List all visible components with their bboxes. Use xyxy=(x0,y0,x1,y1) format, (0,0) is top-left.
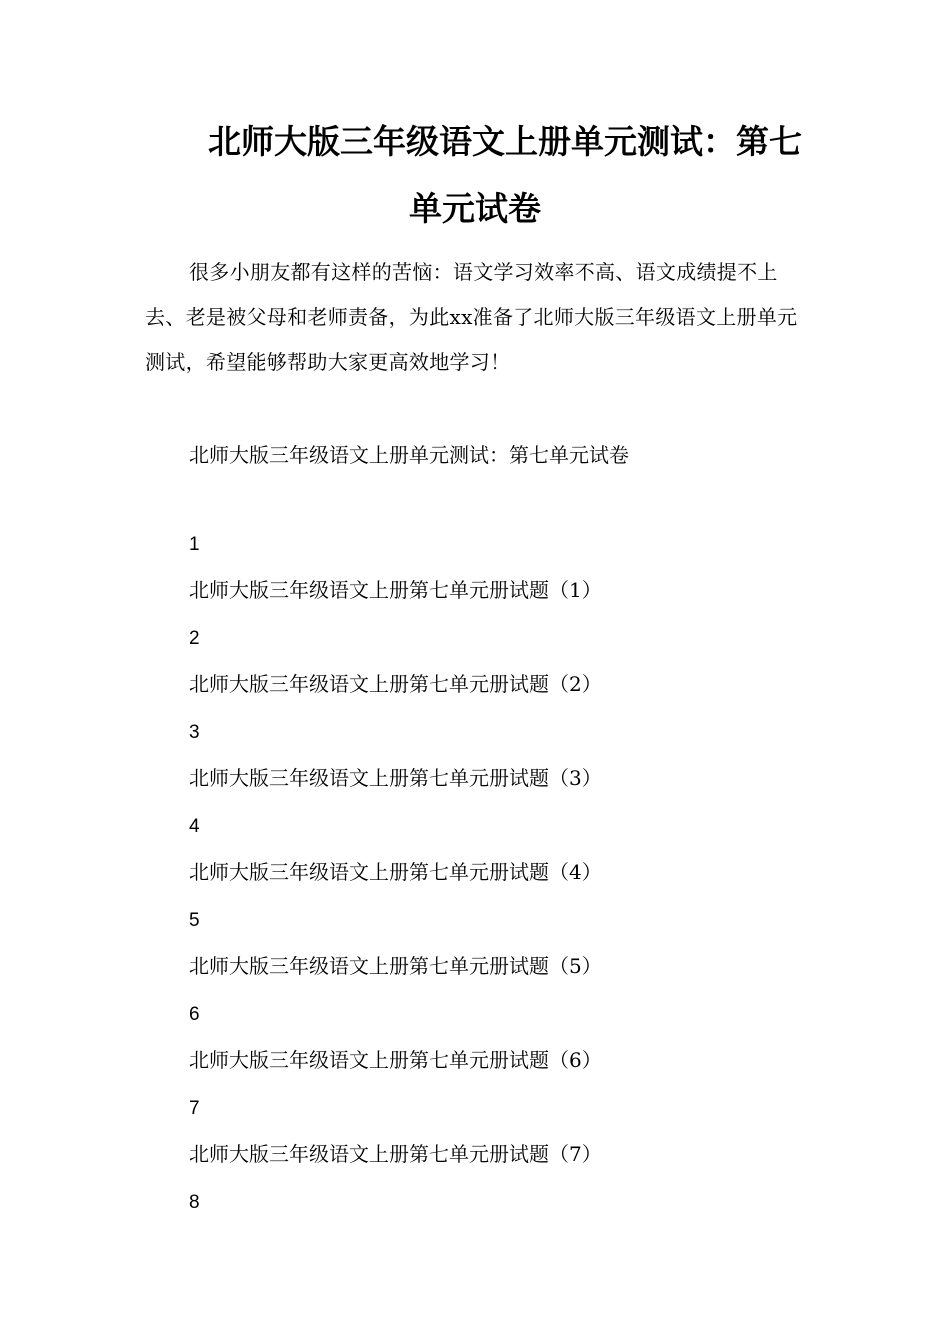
item-link-4[interactable]: 北师大版三年级语文上册第七单元册试题（4） xyxy=(189,860,602,884)
item-number-1: 1 xyxy=(189,534,200,555)
item-link-2[interactable]: 北师大版三年级语文上册第七单元册试题（2） xyxy=(189,672,602,696)
item-link-1[interactable]: 北师大版三年级语文上册第七单元册试题（1） xyxy=(189,578,602,602)
subtitle: 北师大版三年级语文上册单元测试：第七单元试卷 xyxy=(189,443,629,467)
item-link-3[interactable]: 北师大版三年级语文上册第七单元册试题（3） xyxy=(189,766,602,790)
item-number-5: 5 xyxy=(189,910,200,931)
intro-paragraph: 很多小朋友都有这样的苦恼：语文学习效率不高、语文成绩提不上去、老是被父母和老师责备，为此xx准备了北师大版三年级语文上册单元测试，希望能够帮助大家更高效地学习！ xyxy=(145,260,798,374)
document-title-line-2: 单元试卷 xyxy=(409,189,541,228)
document-title-line-1: 北师大版三年级语文上册单元测试：第七 xyxy=(208,122,802,161)
item-number-3: 3 xyxy=(189,722,200,743)
item-link-7[interactable]: 北师大版三年级语文上册第七单元册试题（7） xyxy=(189,1142,602,1166)
item-link-6[interactable]: 北师大版三年级语文上册第七单元册试题（6） xyxy=(189,1048,602,1072)
item-number-8: 8 xyxy=(189,1192,200,1213)
item-number-7: 7 xyxy=(189,1098,200,1119)
item-number-2: 2 xyxy=(189,628,200,649)
item-number-4: 4 xyxy=(189,816,200,837)
item-number-6: 6 xyxy=(189,1004,200,1025)
item-link-5[interactable]: 北师大版三年级语文上册第七单元册试题（5） xyxy=(189,954,602,978)
